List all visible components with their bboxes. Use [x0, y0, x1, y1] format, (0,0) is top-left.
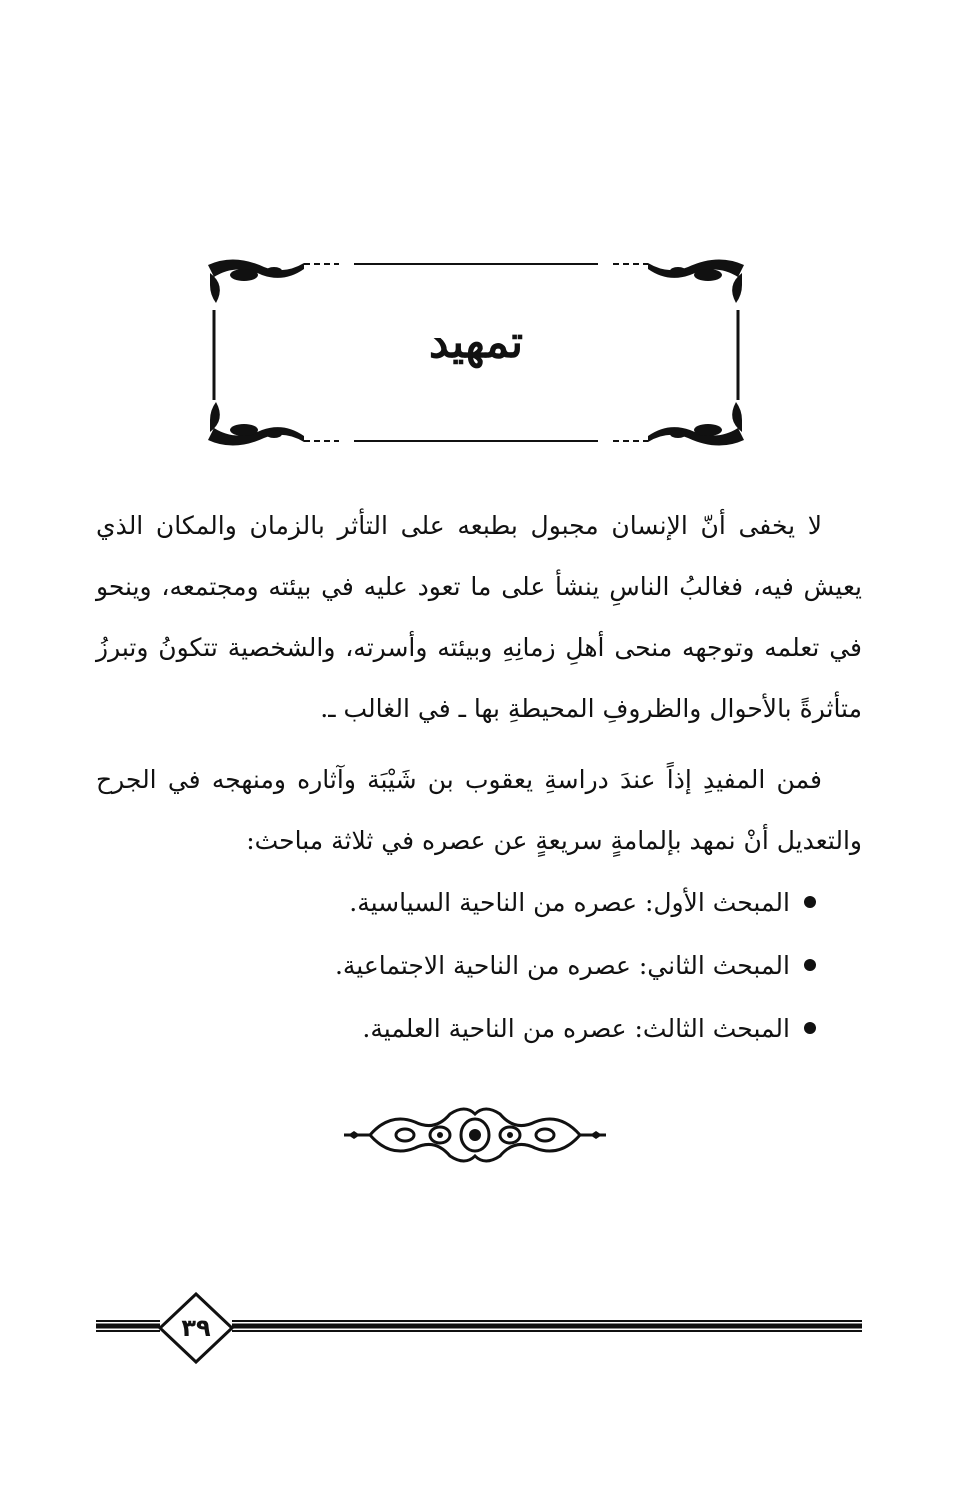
topic-label: المبحث الثالث: عصره من الناحية العلمية. — [362, 1014, 790, 1043]
topics-list — [96, 871, 862, 1060]
arabesque-ornament-icon — [340, 1102, 610, 1168]
title-frame — [204, 255, 748, 450]
page-number: ٣٩ — [181, 1314, 211, 1342]
outline-paragraph: فمن المفيدِ إذاً عندَ دراسةِ يعقوب بن شَيْبَة وآثاره ومنهجه في الجرح والتعديل أنْ نمهد بإلمامةٍ سريعةٍ عن عصره في ثلاثة مباحث: — [96, 765, 862, 855]
bullet-icon — [804, 1022, 816, 1034]
page-footer — [96, 1292, 862, 1368]
body-text — [96, 495, 862, 1060]
list-item — [96, 934, 816, 997]
topic-label: المبحث الثاني: عصره من الناحية الاجتماعية. — [334, 951, 790, 980]
chapter-title: تمهيد — [428, 317, 524, 368]
bullet-icon — [804, 959, 816, 971]
intro-paragraph: لا يخفى أنّ الإنسان مجبول بطبعه على التأثر بالزمان والمكان الذي يعيش فيه، فغالبُ الناسِ ينشأ على ما تعود عليه في بيئته ومجتمعه، وينحو في تعلمه وتوجهه منحى أهلِ زمانِهِ وبيئته وأسرته، والشخصية تتكونُ وتبرزُ متأثرةً بالأحوال والظروفِ المحيطةِ بها ـ في الغالب ـ. — [96, 511, 862, 723]
list-item — [96, 997, 816, 1060]
section-end-ornament — [340, 1102, 610, 1168]
list-item — [96, 871, 816, 934]
bullet-icon — [804, 896, 816, 908]
topic-label: المبحث الأول: عصره من الناحية السياسية. — [349, 888, 790, 917]
